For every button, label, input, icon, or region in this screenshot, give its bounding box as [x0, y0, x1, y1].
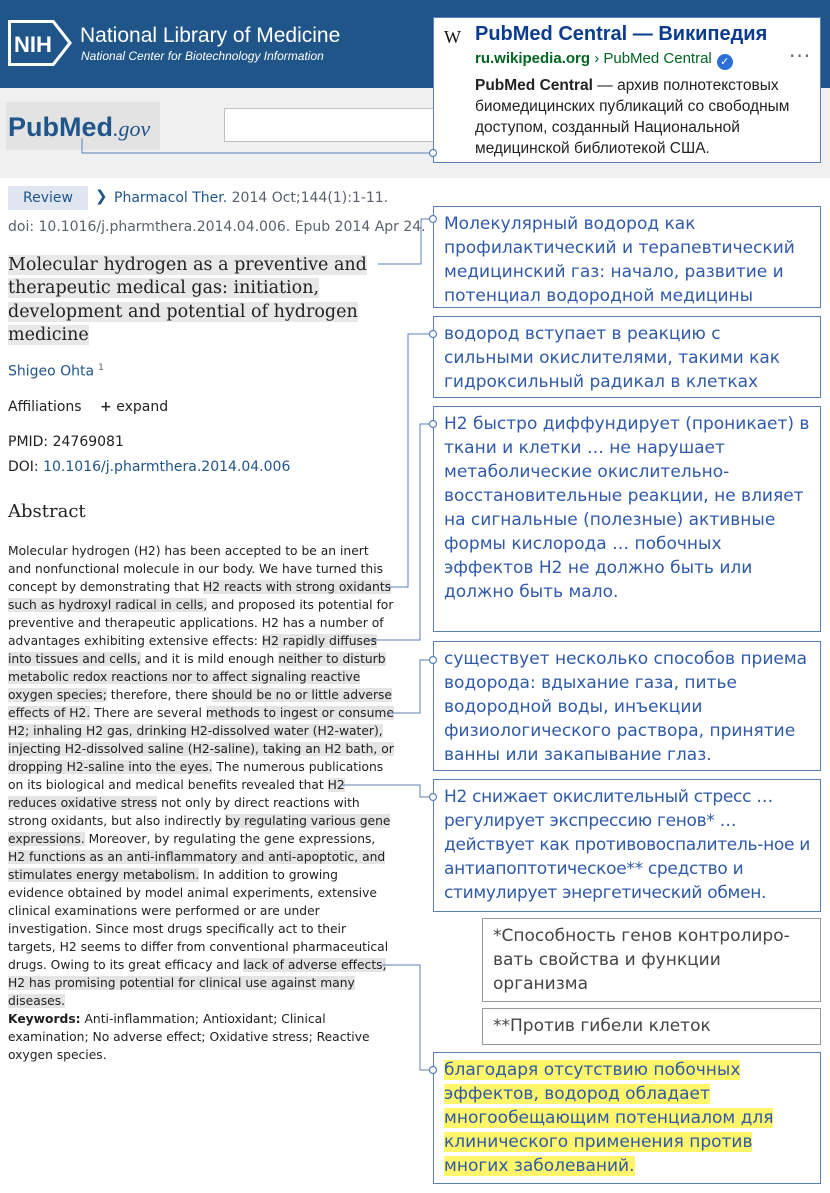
abstract-highlight-6c: H2 functions as an anti-inflammatory and anti-apoptotic, and stimulates energy metabolism. [8, 850, 386, 882]
annotation-text-3: H2 быстро диффундирует (проникает) в ткани и клетки … не нарушает метаболические окислительно-восстановительные реакции, не влияет на сигнальные (полезные) активные формы кислорода … побочных эффектов H2 не должно быть или должно быть мало. [444, 414, 810, 602]
abstract-p9: In addition to growing evidence obtained by model animal experiments, extensive clinical examinations were performed or are under investigation. Since most drugs specifically act to their targets, H2 seems to differ from conventional pharmaceutical drugs. Owing to its great efficacy and [8, 868, 389, 972]
keywords-text: Anti-inflammation; Antioxidant; Clinical examination; No adverse effect; Oxidative stress; Reactive oxygen species. [8, 1012, 370, 1062]
abstract-p5: There are several [90, 706, 206, 720]
footnote-text-2: **Против гибели клеток [493, 1016, 711, 1036]
annotation-text-5: H2 снижает окислительный стресс … регулирует экспрессию генов* … действует как противовоспалитель-ное и антиапоптотическое** средство и стимулирует энергетический обмен. [444, 787, 811, 903]
journal-link[interactable]: Pharmacol Ther. [114, 190, 228, 206]
abstract-p4: therefore, there [106, 688, 212, 702]
connector-conclusion [382, 965, 433, 1070]
abstract-p3: and it is mild enough [140, 652, 279, 666]
connector-dot-diffusion [430, 421, 437, 428]
connector-oxidants [388, 334, 433, 587]
connector-dot-wiki [430, 150, 437, 157]
annotation-text-6: благодаря отсутствию побочных эффектов, водород обладает многообещающим потенциалом для клинического применения против многих заболеваний. [444, 1060, 774, 1176]
abstract-p8: Moreover, by regulating the gene expressions, [84, 832, 376, 846]
citation-details: 2014 Oct;144(1):1-11. [231, 190, 389, 206]
chevron-right-icon: ❯ [95, 187, 108, 205]
article-type-badge: Review [8, 186, 88, 210]
keywords-label: Keywords: [8, 1012, 81, 1026]
footnote-text-1: *Способность генов контролиро-вать свойства и функции организма [493, 926, 790, 994]
connector-dot-oxidants [430, 331, 437, 338]
abstract-highlight-6a: H2 reduces oxidative stress [8, 778, 345, 810]
abstract-highlight-6b: by regulating various gene expressions. [8, 814, 391, 846]
wikipedia-title-link[interactable]: PubMed Central — Википедия [475, 23, 768, 45]
abstract-p1: Molecular hydrogen (H2) has been accepted to be an inert and nonfunctional molecule in our body. We have turned this concept by demonstrating that [8, 544, 384, 594]
abstract-highlight-4: should be no or little adverse effects of H2. [8, 688, 392, 720]
annotation-text-4: существует несколько способов приема водорода: вдыхание газа, питье водородной воды, инъекции физиологического раствора, принятие ванны или закапывание глаз. [444, 649, 808, 765]
abstract-highlight-7: lack of adverse effects, H2 has promising potential for clinical use against many diseases. [8, 958, 387, 1008]
expand-button[interactable]: expand [116, 399, 169, 415]
pubmed-logo-gov: .gov [113, 116, 151, 141]
doi-line: doi: 10.1016/j.pharmthera.2014.04.006. Epub 2014 Apr 24. [8, 219, 426, 235]
connector-methods [390, 660, 433, 713]
nih-logo-text: NIH [14, 32, 52, 57]
doi-label: DOI: [8, 459, 44, 475]
wikipedia-icon: W [444, 27, 461, 47]
connector-dot-gene-expression [430, 794, 437, 801]
abstract-p7: not only by direct reactions with strong oxidants, but also indirectly [8, 796, 360, 828]
annotation-text-2: водород вступает в реакцию с сильными окислителями, такими как гидроксильный радикал в клетках [444, 324, 781, 392]
abstract-p2: and proposed its potential for preventive and therapeutic applications. H2 has a number of advantages exhibiting extensive effects: [8, 598, 394, 648]
plus-icon[interactable]: + [100, 399, 112, 415]
connector-title [378, 219, 433, 264]
connector-dot-methods [430, 657, 437, 664]
connector-dot-conclusion [430, 1067, 437, 1074]
abstract-highlight-3: neither to disturb metabolic redox reactions nor to affect signaling reactive oxygen species; [8, 652, 386, 702]
author-affiliation-number[interactable]: 1 [98, 363, 104, 373]
more-options-icon[interactable]: ··· [789, 44, 812, 68]
wikipedia-desc-bold: PubMed Central [475, 77, 593, 94]
connector-dot-title [430, 216, 437, 223]
pubmed-logo-word: PubMed [8, 112, 113, 142]
author-link[interactable]: Shigeo Ohta [8, 363, 95, 380]
wikipedia-desc-text: — архив полнотекстовых биомедицинских публикаций со свободным доступом, созданный Национальной медицинской библиотекой США. [475, 77, 790, 157]
nih-title[interactable]: National Library of Medicine [80, 24, 341, 47]
abstract-highlight-1: H2 reacts with strong oxidants such as hydroxyl radical in cells, [8, 580, 392, 612]
abstract-p6: The numerous publications on its biological and medical benefits revealed that [8, 760, 384, 792]
connector-wiki [82, 138, 433, 153]
abstract-highlight-2: H2 rapidly diffuses into tissues and cells, [8, 634, 377, 666]
article-title-text: Molecular hydrogen as a preventive and therapeutic medical gas: initiation, development and potential of hydrogen medicine [8, 255, 367, 345]
annotation-text-1: Молекулярный водород как профилактический и терапевтический медицинский газ: начало, развитие и потенциал водородной медицины [444, 214, 795, 306]
connector-gene-expression [342, 785, 433, 797]
wikipedia-domain: ru.wikipedia.org [475, 50, 591, 67]
connector-diffusion [370, 424, 433, 640]
verified-check-icon: ✓ [717, 54, 733, 70]
abstract-highlight-5: methods to ingest or consume H2; inhaling H2 gas, drinking H2-dissolved water (H2-water), injecting H2-dissolved saline (H2-saline), taking an H2 bath, or dropping H2-saline into the eyes. [8, 706, 394, 774]
wikipedia-breadcrumb: › PubMed Central [594, 50, 712, 67]
doi-link[interactable]: 10.1016/j.pharmthera.2014.04.006 [43, 459, 291, 475]
affiliations-label: Affiliations [8, 399, 82, 415]
nih-subtitle: National Center for Biotechnology Information [81, 49, 324, 63]
pmid: PMID: 24769081 [8, 434, 124, 450]
abstract-heading: Abstract [8, 501, 86, 522]
